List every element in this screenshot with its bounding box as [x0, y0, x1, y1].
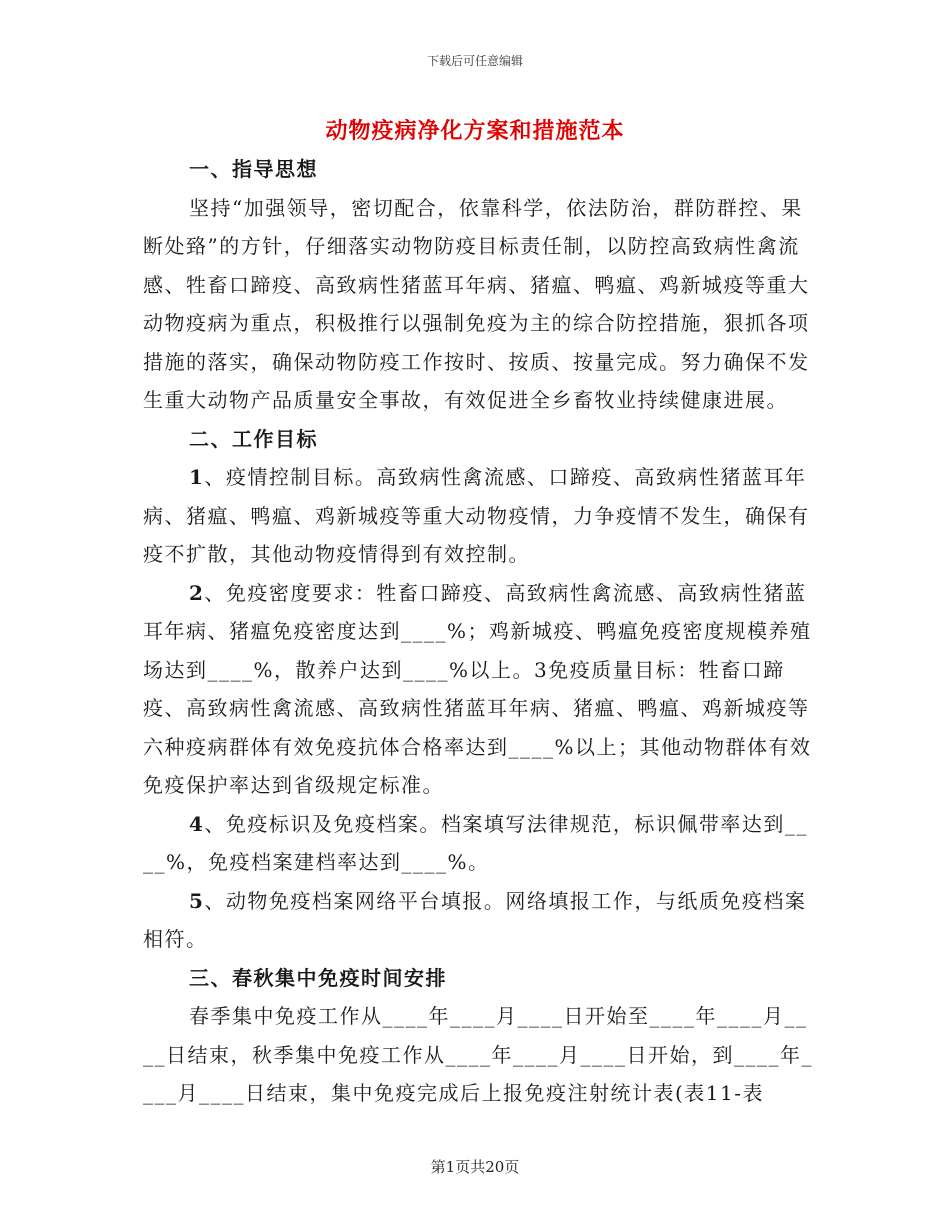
document-body [143, 150, 813, 1113]
goal-5-text: 、动物免疫档案网络平台填报。网络填报工作，与纸质免疫档案相符。 [143, 888, 807, 951]
goal-4-text: 、免疫标识及免疫档案。档案填写法律规范，标识佩带率达到____%，免疫档案建档率达到____%。 [143, 811, 808, 874]
goal-1-text: 、疫情控制目标。高致病性禽流感、口蹄疫、高致病性猪蓝耳年病、猪瘟、鸭瘟、鸡新城疫等重大动物疫情，力争疫情不发生，确保有疫不扩散，其他动物疫情得到有效控制。 [143, 465, 810, 566]
goal-5-paragraph [143, 882, 813, 959]
goal-2-text: 、免疫密度要求：牲畜口蹄疫、高致病性禽流感、高致病性猪蓝耳年病、猪瘟免疫密度达到____%；鸡新城疫、鸭瘟免疫密度规模养殖场达到____%，散养户达到____%以上。3免疫质量目标：牲畜口蹄疫、高致病性禽流感、高致病性猪蓝耳年病、猪瘟、鸭瘟、鸡新城疫等六种疫病群体有效免疫抗体合格率达到____%以上；其他动物群体有效免疫保护率达到省级规定标准。 [143, 580, 812, 797]
goal-4-paragraph [143, 805, 813, 882]
section-3-heading: 三、春秋集中免疫时间安排 [189, 965, 447, 990]
section-1-paragraph: 坚持“加强领导，密切配合，依靠科学，依法防治，群防群控、果断处臵”的方针，仔细落实动物防疫目标责任制，以防控高致病性禽流感、牲畜口蹄疫、高致病性猪蓝耳年病、猪瘟、鸭瘟、鸡新城疫等重大动物疫病为重点，积极推行以强制免疫为主的综合防控措施，狠抓各项措施的落实，确保动物防疫工作按时、按质、按量完成。努力确保不发生重大动物产品质量安全事故，有效促进全乡畜牧业持续健康进展。 [143, 195, 810, 412]
goal-2-paragraph [143, 574, 813, 805]
section-2-heading: 二、工作目标 [189, 426, 318, 451]
page-header-note: 下载后可任意编辑 [426, 54, 523, 68]
goal-1-number: 1 [189, 465, 205, 489]
document-title: 动物疫病净化方案和措施范本 [325, 118, 625, 144]
goal-2-number: 2 [189, 580, 205, 605]
section-3-paragraph: 春季集中免疫工作从____年____月____日开始至____年____月____日结束，秋季集中免疫工作从____年____月____日开始，到____年____月____日结束，集中免疫完成后上报免疫注射统计表(表11-表 [143, 1004, 813, 1105]
goal-4-number: 4 [189, 811, 205, 836]
goal-5-number: 5 [189, 888, 205, 913]
goal-1-paragraph [143, 458, 813, 574]
page-number: 第1页共20页 [430, 1158, 520, 1176]
section-1-heading: 一、指导思想 [189, 157, 318, 181]
